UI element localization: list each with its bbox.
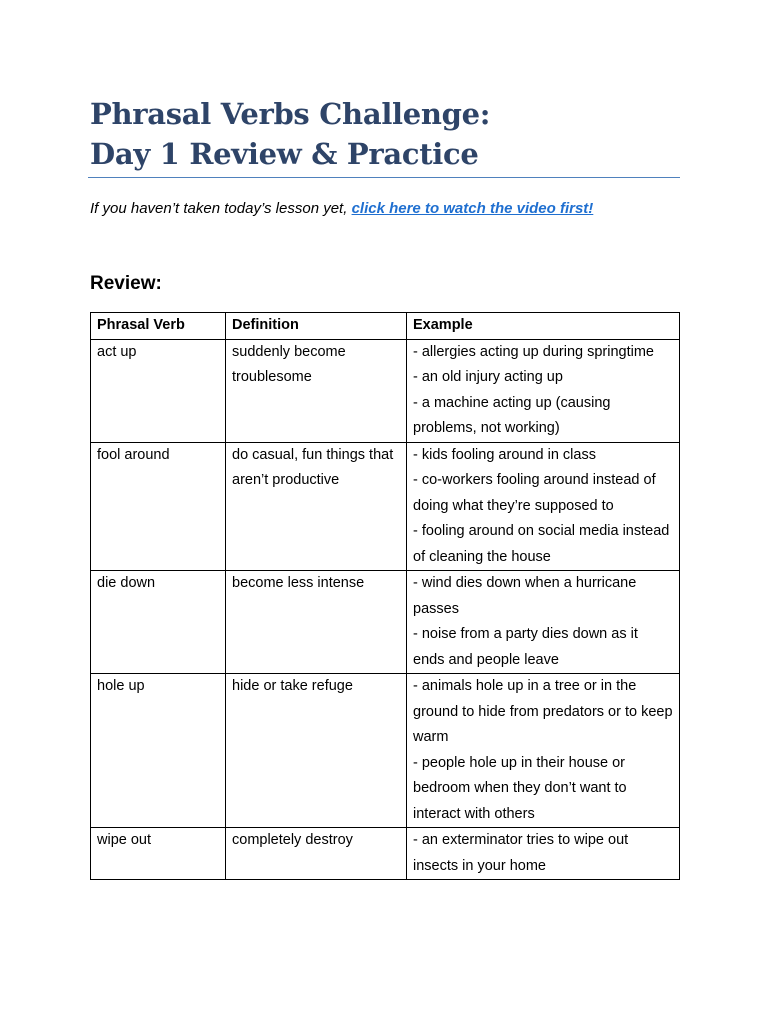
table-row xyxy=(91,442,680,571)
table-row xyxy=(91,828,680,880)
intro-text: If you haven’t taken today’s lesson yet, xyxy=(90,200,352,217)
title-line-1: Phrasal Verbs Challenge: xyxy=(90,97,491,131)
example-line: - noise from a party dies down as it ends and people leave xyxy=(413,626,638,668)
example-line: - co-workers fooling around instead of doing what they’re supposed to xyxy=(413,472,656,514)
page-title xyxy=(90,94,490,174)
example-line: - animals hole up in a tree or in the ground to hide from predators or to keep warm xyxy=(413,678,673,745)
definition-cell: do casual, fun things that aren’t productive xyxy=(226,442,407,571)
definition-cell: completely destroy xyxy=(226,828,407,880)
example-line: - fooling around on social media instead of cleaning the house xyxy=(413,523,670,565)
example-cell xyxy=(407,828,680,880)
verb-cell: wipe out xyxy=(91,828,226,880)
verb-cell: act up xyxy=(91,339,226,442)
example-line: - kids fooling around in class xyxy=(413,446,596,463)
title-line-2: Day 1 Review & Practice xyxy=(90,137,479,171)
intro-paragraph xyxy=(90,198,593,220)
phrasal-verbs-table xyxy=(90,312,680,880)
watch-video-link[interactable]: click here to watch the video first! xyxy=(351,200,594,217)
example-line: - people hole up in their house or bedroom when they don’t want to interact with others xyxy=(413,754,627,822)
header-example: Example xyxy=(407,313,680,340)
example-cell xyxy=(407,571,680,674)
example-line: - an old injury acting up xyxy=(413,369,563,385)
title-divider xyxy=(88,177,680,178)
review-heading: Review: xyxy=(90,273,162,294)
example-line: - an exterminator tries to wipe out insects in your home xyxy=(413,832,629,874)
header-definition: Definition xyxy=(226,313,407,340)
verb-cell: die down xyxy=(91,571,226,674)
verb-cell: hole up xyxy=(91,674,226,828)
verb-cell: fool around xyxy=(91,442,226,571)
example-cell xyxy=(407,674,680,828)
definition-cell: become less intense xyxy=(226,571,407,674)
table-row xyxy=(91,339,680,442)
example-cell xyxy=(407,339,680,442)
definition-cell: suddenly become troublesome xyxy=(226,339,407,442)
header-phrasal-verb: Phrasal Verb xyxy=(91,313,226,340)
example-line: - allergies acting up during springtime xyxy=(413,343,654,360)
example-cell xyxy=(407,442,680,571)
table-row xyxy=(91,571,680,674)
example-line: - a machine acting up (causing problems, not working) xyxy=(413,394,611,436)
definition-cell: hide or take refuge xyxy=(226,674,407,828)
table-header-row xyxy=(91,313,680,340)
example-line: - wind dies down when a hurricane passes xyxy=(413,575,637,617)
table-row xyxy=(91,674,680,828)
